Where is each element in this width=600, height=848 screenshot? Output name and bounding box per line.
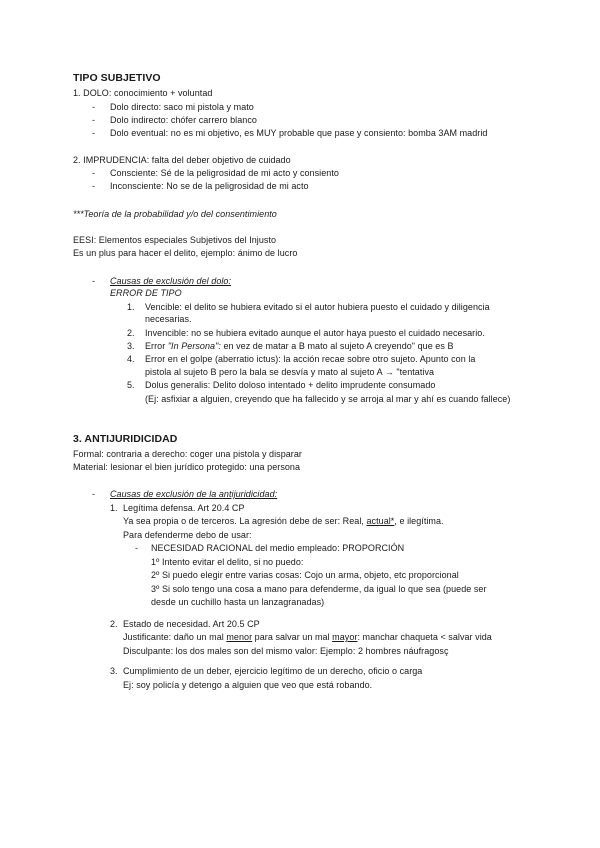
list-number: 1. (110, 503, 118, 513)
text-run: para salvar un mal (252, 632, 333, 642)
text-run: Error (145, 341, 168, 351)
dolo-item: Dolo directo: saco mi pistola y mato (110, 102, 254, 112)
error-de-tipo-heading: ERROR DE TIPO (110, 288, 182, 298)
bullet-dash: - (92, 115, 95, 125)
eesi-line: EESI: Elementos especiales Subjetivos del Injusto (73, 235, 277, 245)
causas-exclusion-dolo-heading: Causas de exclusión del dolo: (110, 276, 232, 286)
error-tipo-item: necesarias. (145, 314, 192, 324)
imprudencia-item: Consciente: Sé de la peligrosidad de mi acto y consiento (110, 168, 339, 178)
cumplimiento-deber-example: Ej: soy policía y detengo a alguien que veo que está robando. (123, 680, 373, 690)
error-tipo-item: Error en el golpe (aberratio ictus): la acción recae sobre otro sujeto. Apunto con la (145, 354, 476, 364)
error-tipo-item: (Ej: asfixiar a alguien, creyendo que ha fallecido y se arroja al mar y ahí es cuando fallece) (145, 394, 511, 404)
disculpante-line: Disculpante: los dos males son del mismo valor: Ejemplo: 2 hombres náufragosç (123, 646, 449, 656)
eesi-line: Es un plus para hacer el delito, ejemplo: ánimo de lucro (73, 248, 298, 258)
text-run: , e ilegítima. (394, 516, 444, 526)
necesidad-step: 3º Si solo tengo una cosa a mano para defenderme, da igual lo que sea (puede ser (151, 584, 487, 594)
text-run: Ya sea propia o de terceros. La agresión debe de ser: Real, (123, 516, 367, 526)
list-number: 3. (127, 341, 135, 351)
imprudencia-heading: 2. IMPRUDENCIA: falta del deber objetivo de cuidado (73, 155, 291, 165)
bullet-dash: - (92, 102, 95, 112)
text-run-underlined: actual* (366, 516, 395, 526)
causas-exclusion-antijuridicidad-heading: Causas de exclusión de la antijuridicidad: (110, 489, 278, 499)
cumplimiento-deber-title: Cumplimiento de un deber, ejercicio legítimo de un derecho, oficio o carga (123, 666, 423, 676)
text-run-underlined: mayor (332, 632, 358, 642)
list-number: 2. (110, 619, 118, 629)
bullet-dash: - (92, 489, 95, 499)
error-tipo-item: Dolus generalis: Delito doloso intentado + delito imprudente consumado (145, 380, 436, 390)
list-number: 1. (127, 302, 135, 312)
section-title-antijuridicidad: 3. ANTIJURIDICIDAD (73, 433, 178, 445)
error-tipo-item (145, 340, 454, 352)
justificante-line (123, 631, 492, 643)
text-run: : manchar chaqueta < salvar vida (357, 632, 492, 642)
list-number: 5. (127, 380, 135, 390)
necesidad-racional-line: NECESIDAD RACIONAL del medio empleado: PROPORCIÓN (151, 543, 405, 553)
formal-line: Formal: contraria a derecho: coger una pistola y disparar (73, 449, 302, 459)
bullet-dash: - (92, 276, 95, 286)
dolo-item: Dolo indirecto: chófer carrero blanco (110, 115, 257, 125)
necesidad-step: desde un cuchillo hasta un lanzagranadas) (151, 597, 325, 607)
section-title-tipo-subjetivo: TIPO SUBJETIVO (73, 72, 161, 84)
bullet-dash: - (92, 168, 95, 178)
error-tipo-item: pistola al sujeto B pero la bala se desvía y mato al sujeto A → "tentativa (145, 367, 435, 377)
bullet-dash: - (92, 181, 95, 191)
dolo-item: Dolo eventual: no es mi objetivo, es MUY probable que pase y consiento: bomba 3AM madrid (110, 128, 488, 138)
dolo-heading: 1. DOLO: conocimiento + voluntad (73, 88, 213, 98)
list-number: 3. (110, 666, 118, 676)
list-number: 2. (127, 328, 135, 338)
error-tipo-item: Invencible: no se hubiera evitado aunque el autor haya puesto el cuidado necesario. (145, 328, 485, 338)
necesidad-step: 2º Si puedo elegir entre varias cosas: Cojo un arma, objeto, etc proporcional (151, 570, 459, 580)
error-tipo-item: Vencible: el delito se hubiera evitado si el autor hubiera puesto el cuidado y diligencia (145, 302, 490, 312)
material-line: Material: lesionar el bien jurídico protegido: una persona (73, 462, 301, 472)
text-run-italic: "In Persona": (167, 341, 221, 351)
legitima-defensa-text: Para defenderme debo de usar: (123, 530, 252, 540)
legitima-defensa-title: Legítima defensa. Art 20.4 CP (123, 503, 245, 513)
imprudencia-item: Inconsciente: No se de la peligrosidad de mi acto (110, 181, 309, 191)
bullet-dash: - (135, 543, 138, 553)
bullet-dash: - (92, 128, 95, 138)
legitima-defensa-text (123, 515, 444, 527)
necesidad-step: 1º Intento evitar el delito, si no puedo: (151, 557, 304, 567)
teoria-note: ***Teoría de la probabilidad y/o del consentimiento (73, 209, 277, 219)
text-run-underlined: menor (226, 632, 253, 642)
text-run: en vez de matar a B mato al sujeto A creyendo" que es B (220, 341, 454, 351)
text-run: Justificante: daño un mal (123, 632, 227, 642)
list-number: 4. (127, 354, 135, 364)
estado-necesidad-title: Estado de necesidad. Art 20.5 CP (123, 619, 260, 629)
